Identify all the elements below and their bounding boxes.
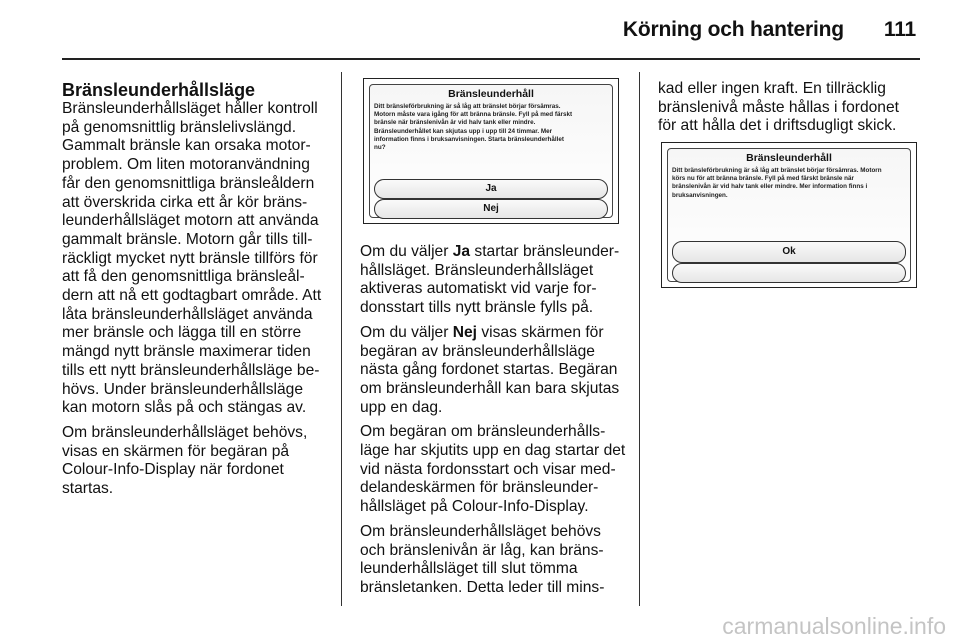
paragraph: Om du väljer Nej visas skärmen för begäran av bränsleunderhållsläge nästa gång fordonet startas. Begäran om bränsleunderhåll kan bara skjutas upp en dag. bbox=[360, 323, 620, 416]
yes-button[interactable]: Ja bbox=[374, 179, 608, 199]
bold-term: Ja bbox=[452, 243, 471, 260]
screen-message: Ditt bränsleförbrukning är så låg att bränslet börjar försämras. Motorn måste vara igång för att bränna bränsle. Fyll på med färskt bränsle när bränslenivån är vid halv tank eller mindre. Bränsleunderhållet kan skjutas upp i upp till 24 timmar. Mer information finns i bruksanvisningen. Starta bränsleunderhållet nu? bbox=[374, 103, 573, 152]
paragraph: Om bränsleunderhållsläget behövs och bränslenivån är låg, kan bräns-leunderhållsläget till slut tömma bränsletanken. Detta leder till mins- bbox=[360, 522, 605, 596]
empty-button bbox=[672, 263, 906, 283]
section-title: Körning och hantering bbox=[622, 18, 844, 41]
page-number: 111 bbox=[883, 18, 916, 41]
section-heading: Bränsleunderhållsläge bbox=[62, 80, 256, 100]
screen-message: Ditt bränsleförbrukning är så låg att bränslet börjar försämras. Motorn körs nu för att bränna bränsle. Fyll på med färskt bränsle när bränslenivån är vid halv tank eller mindre. Mer information finns i bruksanvisningen. bbox=[672, 167, 882, 199]
no-button[interactable]: Nej bbox=[374, 199, 608, 219]
paragraph: Bränsleunderhållsläget håller kontroll på genomsnittlig bränslelivslängd. Gammalt bränsle kan orsaka motor-problem. Om liten motoranvändning får den genomsnittliga bränsleåldern att överskrida cirka ett år kör bräns-leunderhållsläget motorn att använda gammalt bränsle. Motorn går tills till-räckligt mycket nytt bränsle tillförs för att få den genomsnittliga bränsleål-dern att nå ett godtagbart område. Att låta bränsleunderhållsläget använda mer bränsle och lägga till en större mängd nytt bränsle maximerar tiden tills ett nytt bränsleunderhållsläge be-hövs. Under bränsleunderhållsläge kan motorn slås på och stängas av. bbox=[62, 100, 322, 417]
screen-title: Bränsleunderhåll bbox=[448, 88, 534, 100]
screen-title: Bränsleunderhåll bbox=[746, 152, 832, 164]
paragraph: Om bränsleunderhållsläget behövs, visas en skärmen för begäran på Colour-Info-Display när fordonet startas. bbox=[62, 423, 308, 498]
column-1 bbox=[62, 80, 327, 505]
screen-frame bbox=[667, 148, 911, 282]
page-header bbox=[623, 18, 916, 42]
column-3 bbox=[658, 80, 914, 142]
fuel-maintenance-request-screen bbox=[363, 78, 619, 224]
bold-term: Nej bbox=[452, 323, 478, 341]
screen-frame bbox=[369, 84, 613, 218]
header-rule bbox=[62, 58, 920, 60]
watermark: carmanualsonline.info bbox=[722, 613, 946, 639]
paragraph: Om du väljer Ja startar bränsleunder-hållsläget. Bränsleunderhållsläget aktiveras automatiskt vid varje for-donsstart tills nytt bränsle fylls på. bbox=[360, 243, 620, 317]
column-2 bbox=[360, 243, 626, 604]
ok-button[interactable]: Ok bbox=[672, 241, 906, 263]
column-divider bbox=[341, 72, 342, 606]
paragraph: kad eller ingen kraft. En tillräcklig bränslenivå måste hållas i fordonet för att hålla det i driftsdugligt skick. bbox=[658, 80, 899, 135]
paragraph: Om begäran om bränsleunderhålls-läge har skjutits upp en dag startar det vid nästa fordonsstart och visar med-delandeskärmen för bränsleunder-hållsläget på Colour-Info-Display. bbox=[360, 423, 626, 516]
fuel-maintenance-info-screen bbox=[661, 142, 917, 288]
column-divider bbox=[639, 72, 640, 606]
